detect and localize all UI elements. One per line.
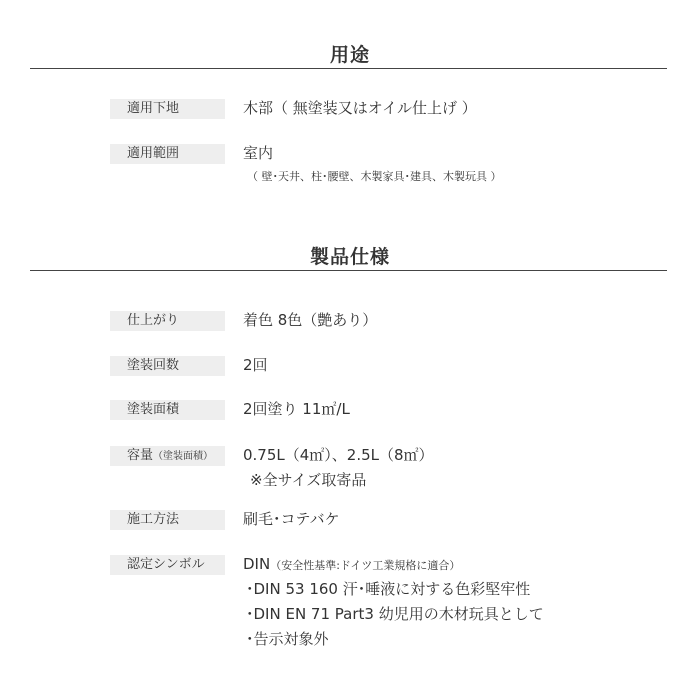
value-method: 刷毛･コテバケ (243, 510, 340, 528)
label-capacity-text: 容量 (127, 448, 154, 463)
value-coverage: 2回塗り 11㎡/L (243, 400, 350, 418)
value-certification (243, 554, 460, 576)
label-finish: 仕上がり (110, 311, 225, 331)
certification-bullet-2: ･DIN EN 71 Part3 幼児用の木材玩具として (246, 605, 544, 623)
certification-bullet-1: ･DIN 53 160 汗･唾液に対する色彩堅牢性 (246, 580, 531, 598)
note-scope: （ 壁･天井、柱･腰壁、木製家具･建具、木製玩具 ） (247, 170, 502, 183)
value-scope: 室内 (243, 144, 274, 162)
spec-section-title: 製品仕様 (309, 246, 390, 268)
value-capacity: 0.75L（4㎡）、2.5L（8㎡） (243, 446, 434, 464)
usage-section-title: 用途 (329, 44, 370, 66)
value-finish: 着色 8色（艶あり） (243, 311, 378, 329)
value-substrate: 木部（ 無塗装又はオイル仕上げ ） (243, 99, 477, 117)
value-certification-note: （安全性基準:ドイツ工業規格に適合） (270, 559, 461, 572)
label-method: 施工方法 (110, 510, 225, 530)
label-certification: 認定シンボル (110, 555, 225, 575)
value-certification-main: DIN (243, 555, 271, 573)
label-scope: 適用範囲 (110, 144, 225, 164)
value-capacity-note: ※全サイズ取寄品 (250, 471, 367, 489)
value-coats: 2回 (243, 356, 268, 374)
usage-section-divider (30, 68, 667, 69)
label-substrate: 適用下地 (110, 99, 225, 119)
label-capacity-note: （塗装面積） (153, 451, 214, 462)
certification-bullet-3: ･告示対象外 (246, 630, 329, 648)
spec-section-divider (30, 270, 667, 271)
label-capacity (110, 446, 225, 466)
label-coverage: 塗装面積 (110, 400, 225, 420)
label-coats: 塗装回数 (110, 356, 225, 376)
